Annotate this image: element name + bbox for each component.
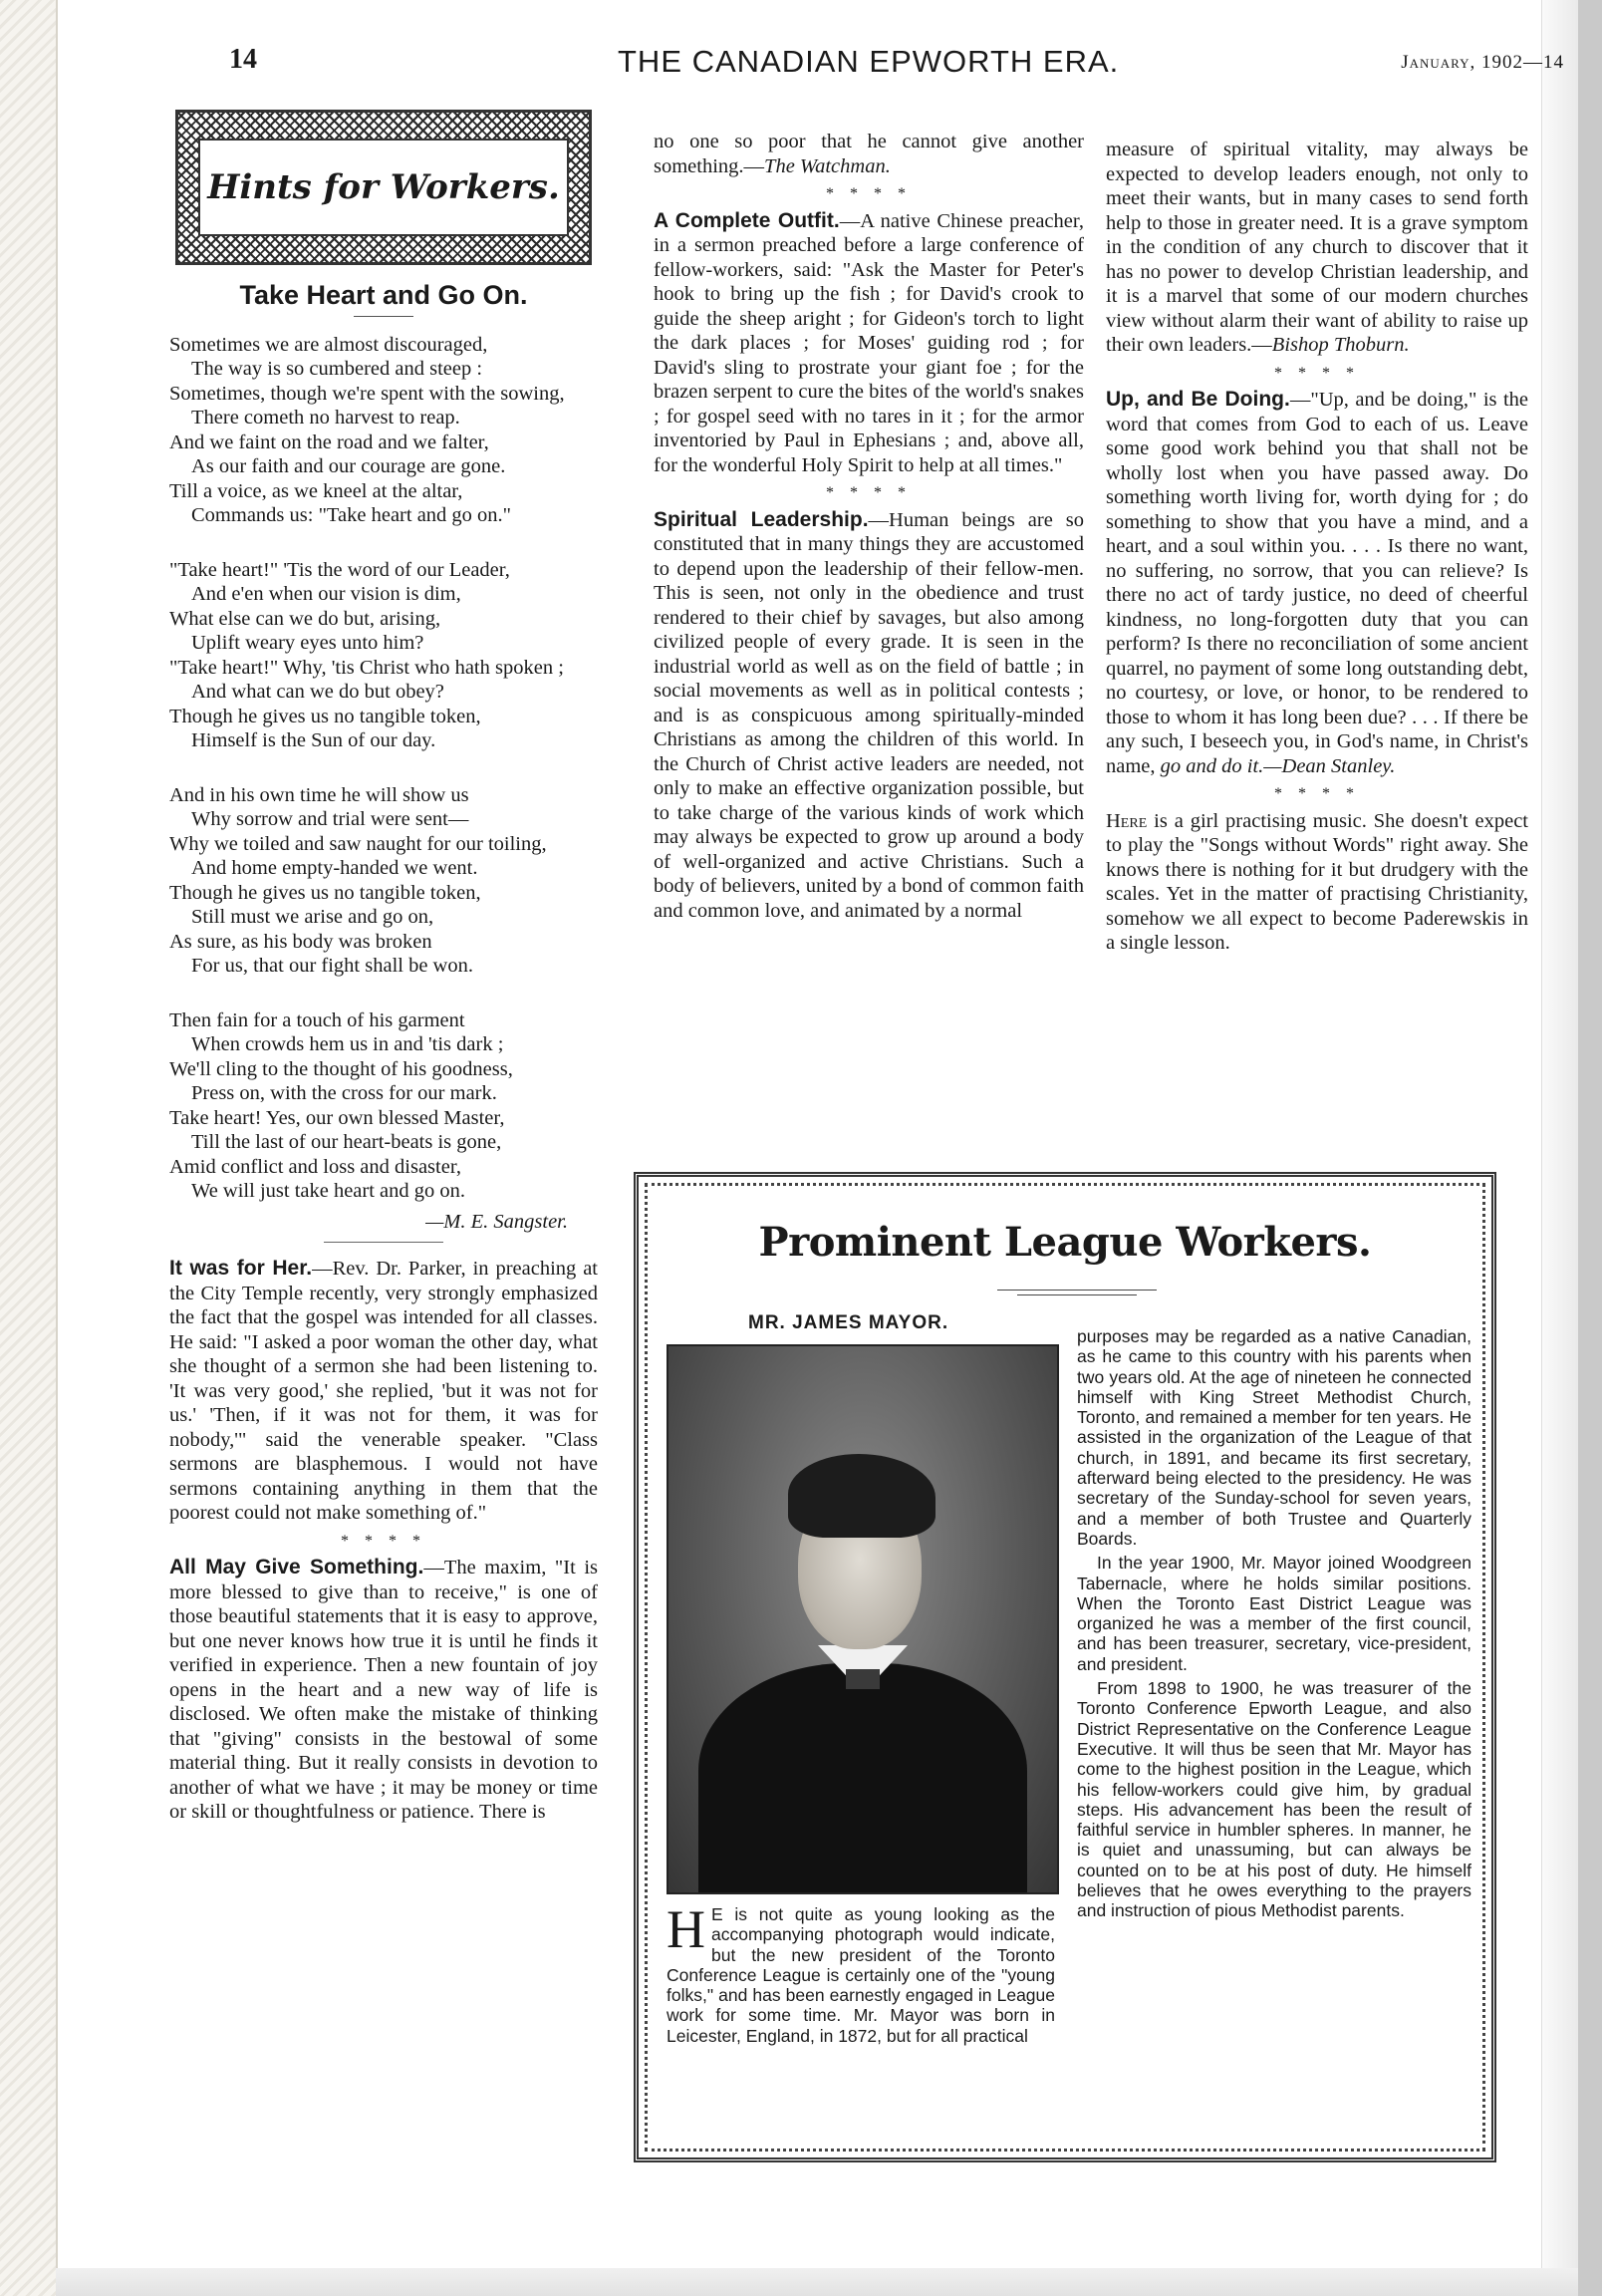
article-for-her [169, 1257, 598, 1526]
article-body: —A native Chinese preacher, in a sermon preached before a large conference of fellow-workers, said: "Ask the Master for Peter's hook to bring up the fish ; for David's crook to guide the sheep aright ; for Gideon's torch to light the dark places ; for Moses' guiding rod ; for David's sling to prostrate your giant foe ; for the brazen serpent to cure the bites of the world's snakes ; for gospel seed with no tares in it ; for the armor inventoried by Paul in Ephesians ; and, above all, for the wonderful Holy Spirit to help at all times." [654, 209, 1084, 476]
column-1 [169, 110, 598, 1829]
poem-line: As sure, as his body was broken [169, 930, 432, 953]
article-continuation [1106, 138, 1528, 358]
poem-line: Though he gives us no tangible token, [169, 705, 481, 727]
bio-right-column [1077, 1326, 1471, 1925]
article-body: no one so poor that he cannot give another something.— [654, 131, 1084, 177]
portrait-photo [667, 1344, 1059, 1894]
poem-line: And what can we do but obey? [191, 681, 444, 703]
scan-border [1578, 0, 1602, 2296]
article-lead: All May Give Something. [169, 1556, 424, 1578]
separator-stars: * * * * [826, 185, 912, 202]
issue-date: January, 1902—14 [1401, 52, 1564, 73]
column-2 [654, 130, 1084, 927]
article-lead: Up, and Be Doing. [1106, 388, 1290, 411]
poem-line: "Take heart!" Why, 'tis Christ who hath spoken ; [169, 656, 564, 679]
article-lead: A Complete Outfit. [654, 208, 840, 232]
poem-line: Sometimes we are almost discouraged, [169, 333, 488, 356]
hints-heading: Hints for Workers. [198, 139, 569, 236]
article-up-and-doing [1106, 388, 1528, 778]
portrait-coat [698, 1663, 1027, 1894]
poem-stanza-4 [169, 1008, 598, 1204]
article-lead: Here [1106, 809, 1148, 832]
page-margin-texture [0, 0, 58, 2296]
poem-line: Though he gives us no tangible token, [169, 881, 481, 904]
article-continuation [654, 130, 1084, 178]
bio-paragraph: In the year 1900, Mr. Mayor joined Woodgreen Tabernacle, where he holds similar positions. When the Toronto East District League was organized he was a member of the first council, and has been treasurer, secretary, vice-president, and president. [1077, 1553, 1471, 1674]
poem-line: Why we toiled and saw naught for our toiling, [169, 832, 547, 855]
poem-line: And in his own time he will show us [169, 783, 469, 806]
page-number: 14 [229, 44, 257, 75]
league-section-title: Prominent League Workers. [758, 1219, 1372, 1266]
article-source: Bishop Thoburn. [1271, 334, 1410, 356]
drop-cap: H [667, 1899, 705, 1959]
prominent-league-workers-box [634, 1172, 1496, 2162]
hints-for-workers-banner [175, 110, 592, 265]
poem-line: Why sorrow and trial were sent— [191, 808, 469, 830]
portrait-caption: MR. JAMES MAYOR. [748, 1312, 949, 1333]
article-body: measure of spiritual vitality, may always be expected to develop leaders enough, not only to meet their wants, but in many cases to send forth help to those in greater need. It is a grave symptom in the condition of any church to discover that it has no power to develop Christian leadership, and it is a marvel that some of our modern churches view without alarm their want of ability to raise up their own leaders.— [1106, 139, 1528, 356]
poem-line: Commands us: "Take heart and go on." [191, 504, 512, 526]
article-source: The Watchman. [764, 154, 891, 177]
poem-line: And e'en when our vision is dim, [191, 583, 461, 605]
bio-left-column [667, 1899, 1055, 2046]
bio-paragraph: From 1898 to 1900, he was treasurer of the Toronto Conference Epworth League, and also District Representative on the Conference League Executive. It will thus be seen that Mr. Mayor has come to the highest position in the League, which his fellow-workers could give him, by gradual steps. His advancement has been the result of faithful service in humbler spheres. In manner, he is quiet and unassuming, but can always be counted on to be at his post of duty. He himself believes that he owes everything to the prayers and instruction of pious Methodist parents. [1077, 1678, 1471, 1921]
article-lead: Spiritual Leadership. [654, 507, 869, 531]
poem-line: We'll cling to the thought of his goodness, [169, 1057, 513, 1080]
poem-line: What else can we do but, arising, [169, 607, 441, 630]
poem-line: Still must we arise and go on, [191, 906, 434, 928]
poem-line: Till the last of our heart-beats is gone, [191, 1131, 502, 1153]
page-header [229, 44, 1564, 104]
bio-text: E is not quite as young looking as the accompanying photograph would indicate, but the new president of the Toronto Conference League is certainly one of the "young folks," and has been earnestly engaged in League work for some time. Mr. Mayor was born in Leicester, England, in 1872, but for all practical [667, 1904, 1055, 2046]
poem-title: Take Heart and Go On. [239, 280, 528, 310]
portrait-tie [846, 1669, 880, 1689]
publication-title: THE CANADIAN EPWORTH ERA. [618, 44, 1120, 79]
poem-line: The way is so cumbered and steep : [191, 358, 483, 380]
article-body: —The maxim, "It is more blessed to give than to receive," is one of those beautiful statements that it is easy to approve, but one never knows how true it is until he finds it verified in experience. Then a new fountain of joy opens in the heart and a new way of life is disclosed. We often make the mistake of thinking that "giving" consists in the bestowal of some material thing. But it really consists in devotion to another of what we have ; it may be money or time or skill or thoughtfulness or patience. There is [169, 1557, 598, 1823]
poem-line: "Take heart!" 'Tis the word of our Leader, [169, 558, 510, 581]
divider [324, 1242, 443, 1243]
poem-stanza-3 [169, 783, 598, 979]
poem-line: Uplift weary eyes unto him? [191, 632, 424, 654]
article-lead: It was for Her. [169, 1257, 313, 1280]
article-body: —Rev. Dr. Parker, in preaching at the City Temple recently, very strongly emphasized the fact that the gospel was intended for all classes. He said: "I asked a poor woman the other day, what she thought of a sermon she had been listening to. 'It was very good,' she replied, 'but it was not for us.' 'Then, if it was not for them, it was for nobody,'" said the venerable speaker. "Class sermons are blasphemous. I would not have sermons containing anything in them that the poorest could not make something of." [169, 1258, 598, 1524]
article-complete-outfit [654, 209, 1084, 478]
poem-line: When crowds hem us in and 'tis dark ; [191, 1033, 504, 1055]
article-girl-practising [1106, 809, 1528, 956]
poem-line: We will just take heart and go on. [191, 1180, 466, 1202]
divider [1017, 1294, 1137, 1295]
poem-line: Take heart! Yes, our own blessed Master, [169, 1106, 505, 1129]
column-3 [1106, 138, 1528, 960]
poem-author: —M. E. Sangster. [425, 1210, 568, 1233]
poem-line: And home empty-handed we went. [191, 857, 478, 879]
poem-line: And we faint on the road and we falter, [169, 430, 489, 453]
poem-line: There cometh no harvest to reap. [191, 407, 460, 429]
divider [997, 1290, 1157, 1291]
poem-line: Then fain for a touch of his garment [169, 1008, 465, 1031]
poem-line: Amid conflict and loss and disaster, [169, 1155, 461, 1178]
poem-stanza-2 [169, 558, 598, 753]
article-spiritual-leadership [654, 508, 1084, 924]
separator-stars: * * * * [1274, 364, 1360, 382]
poem-line: Press on, with the cross for our mark. [191, 1082, 497, 1104]
article-body: —"Up, and be doing," is the word that comes from God to each of us. Leave some good work behind you that shall not be wholly lost when you have passed away. Do something worth living for, worth dying for ; do something to show that you have a mind, and a heart, and a soul within you. . . . Is there no want, no suffering, no sorrow, that you can relieve? Is there no act of tardy justice, no deed of cheerful kindness, no long-forgotten duty that you can perform? Is there no reconciliation of some ancient quarrel, no payment of some long outstanding debt, no courtesy, or love, or honor, to be rendered to those to whom it has long been due? . . . If there be any such, I beseech you, in God's name, in Christ's name, [1106, 389, 1529, 777]
article-source: go and do it.—Dean Stanley. [1160, 754, 1396, 777]
article-body: is a girl practising music. She doesn't expect to play the "Songs without Words" right away. She knows there is nothing for it but drudgery with the scales. Yet in the matter of practising Christianity, somehow we all expect to become Paderewskis in a single lesson. [1106, 809, 1528, 954]
poem-line: Till a voice, as we kneel at the altar, [169, 479, 463, 502]
page-right-edge [1541, 0, 1578, 2296]
poem-stanza-1 [169, 333, 598, 528]
poem-line: For us, that our fight shall be won. [191, 955, 473, 977]
page-bottom-edge [56, 2268, 1578, 2296]
poem-line: Sometimes, though we're spent with the sowing, [169, 382, 565, 405]
poem-line: Himself is the Sun of our day. [191, 729, 436, 751]
poem-line: As our faith and our courage are gone. [191, 455, 506, 477]
article-body: —Human beings are so constituted that in many things they are accustomed to depend upon the leadership of their fellow-men. This is seen, not only in the obedience and trust rendered to their chief by savages, but also among civilized people of every grade. It is seen in the industrial world as well as on the field of battle ; in social movements as well as in political contests ; and is as conspicuous among spiritually-minded Christians as among the children of this world. In the Church of Christ active leaders are needed, not only to make an effective organization possible, but to take charge of the various kinds of work which may always be expected to grow up around a body of well-organized and active Christians. Such a body of believers, united by a bond of common faith and common love, and animated by a normal [654, 508, 1085, 922]
article-all-may-give [169, 1556, 598, 1825]
portrait-hair [788, 1454, 935, 1538]
separator-stars: * * * * [1274, 785, 1360, 802]
separator-stars: * * * * [826, 484, 912, 501]
bio-paragraph: purposes may be regarded as a native Canadian, as he came to this country with his parents when two years old. At the age of nineteen he connected himself with King Street Methodist Church, Toronto, and remained a member for ten years. He assisted in the organization of the League of that church, in 1891, and became its first secretary, afterward being elected to the presidency. He was secretary of the Sunday-school for seven years, and a member of both Trustee and Quarterly Boards. [1077, 1326, 1471, 1549]
divider [354, 316, 413, 317]
separator-stars: * * * * [341, 1532, 426, 1550]
